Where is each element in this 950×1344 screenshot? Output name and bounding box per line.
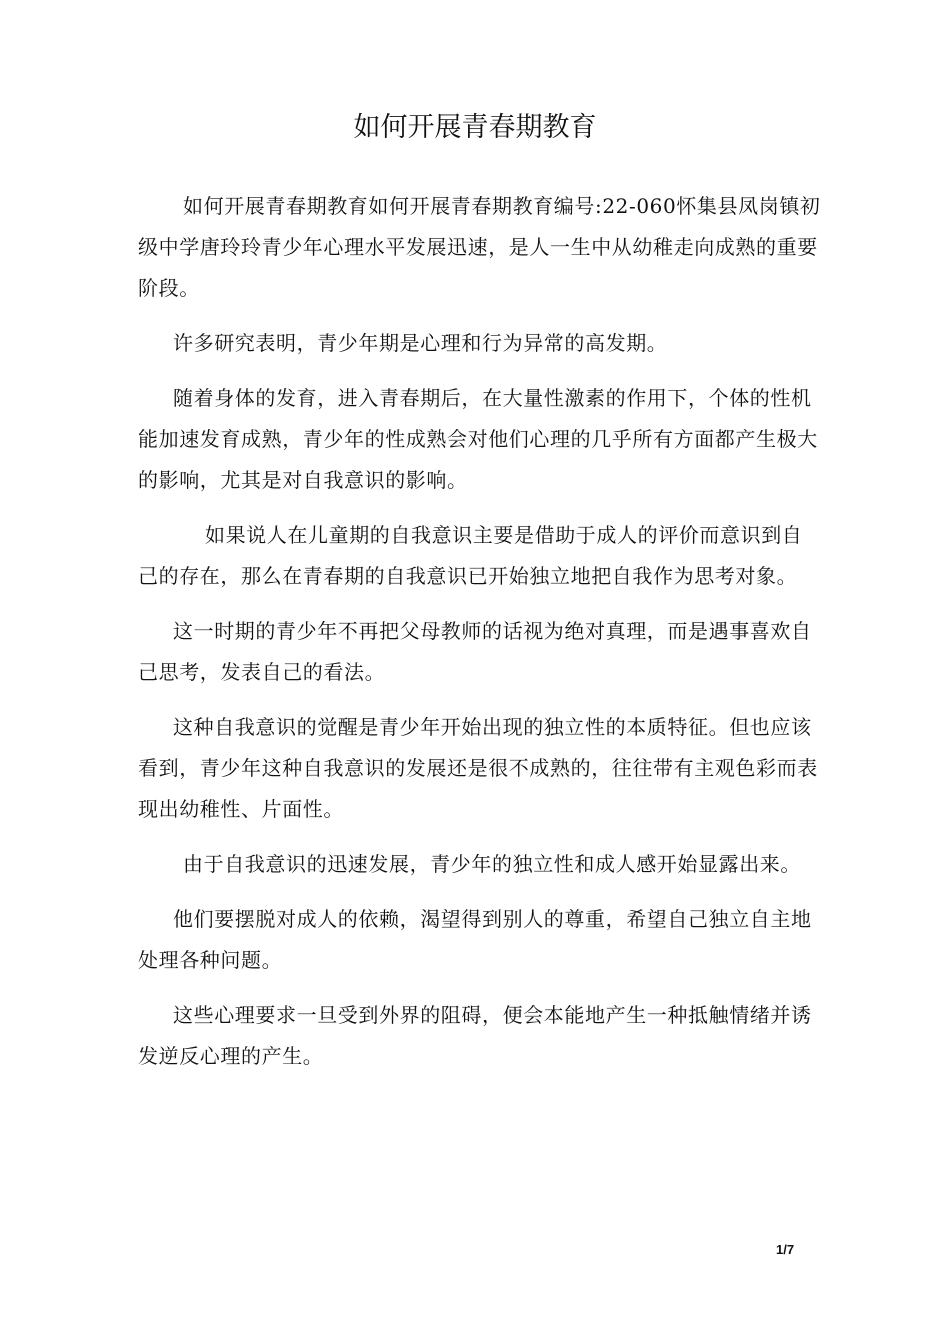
page-number: 1/7 [776,1242,795,1257]
paragraph-6: 这种自我意识的觉醒是青少年开始出现的独立性的本质特征。但也应该看到，青少年这种自我意识的发展还是很不成熟的，往往带有主观色彩而表现出幼稚性、片面性。 [138,715,818,821]
paragraph-7: 由于自我意识的迅速发展，青少年的独立性和成人感开始显露出来。 [183,852,801,876]
paragraph-2: 许多研究表明，青少年期是心理和行为异常的高发期。 [173,331,668,355]
paragraph-5: 这一时期的青少年不再把父母教师的话视为绝对真理，而是遇事喜欢自己思考，发表自己的看法。 [138,619,812,684]
paragraph-4: 如果说人在儿童期的自我意识主要是借助于成人的评价而意识到自己的存在，那么在青春期的自我意识已开始独立地把自我作为思考对象。 [138,523,803,588]
paragraph-3: 随着身体的发育，进入青春期后，在大量性激素的作用下，个体的性机能加速发育成熟，青少年的性成熟会对他们心理的几乎所有方面都产生极大的影响，尤其是对自我意识的影响。 [138,386,818,492]
paragraph-9: 这些心理要求一旦受到外界的阻碍，便会本能地产生一种抵触情绪并诱发逆反心理的产生。 [138,1003,812,1068]
document-body [138,186,822,1091]
paragraph-8: 他们要摆脱对成人的依赖，渴望得到别人的尊重，希望自己独立自主地处理各种问题。 [138,907,812,972]
document-title: 如何开展青春期教育 [353,112,597,143]
paragraph-1: 如何开展青春期教育如何开展青春期教育编号:22-060怀集县凤岗镇初级中学唐玲玲青少年心理水平发展迅速，是人一生中从幼稚走向成熟的重要阶段。 [138,194,821,300]
